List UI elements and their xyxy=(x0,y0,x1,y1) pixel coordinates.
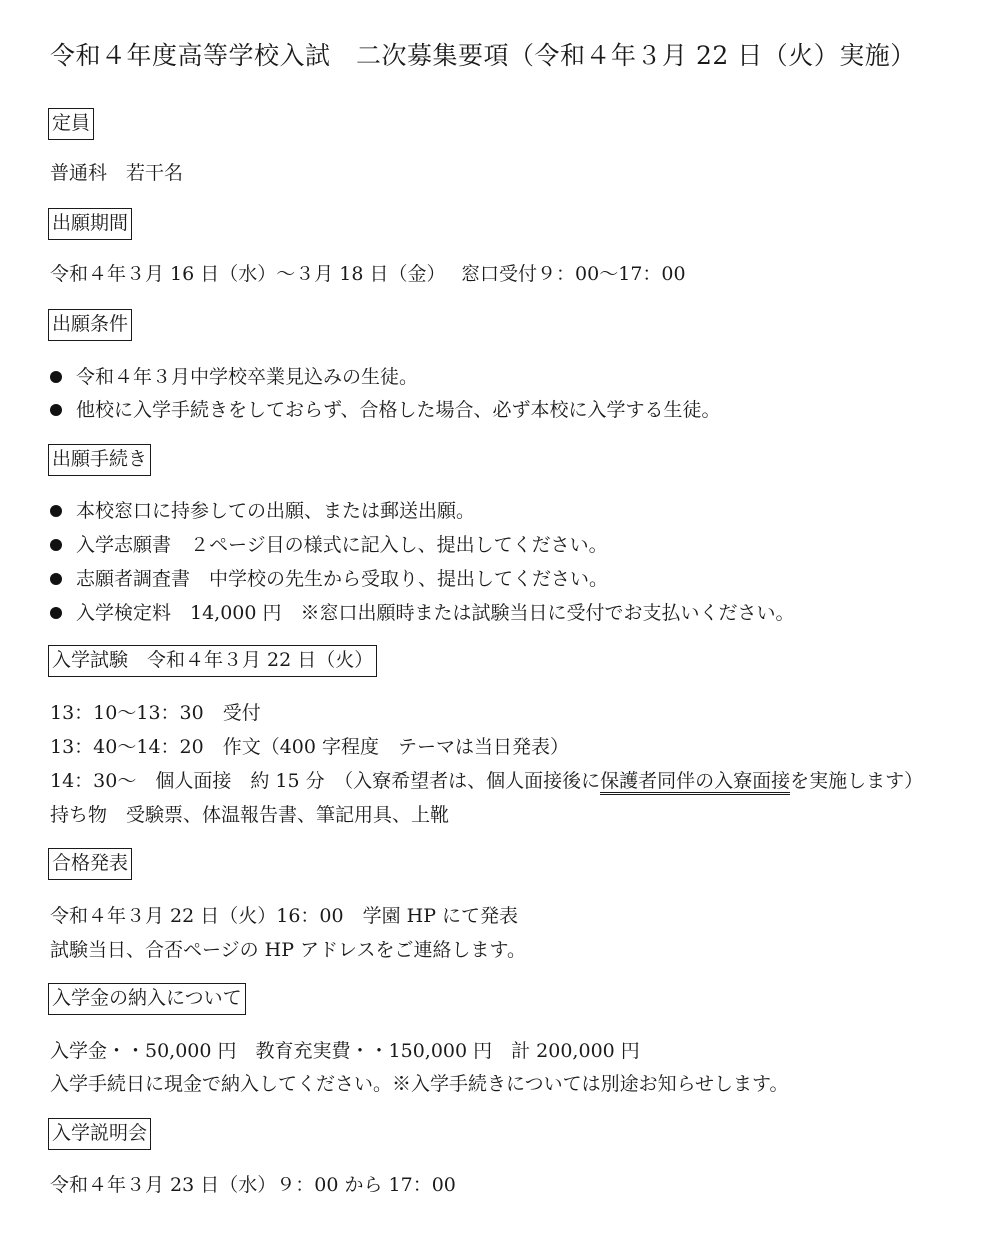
exam-schedule-essay: 13：40～14：20 作文（400 字程度 テーマは当日発表） xyxy=(50,736,570,758)
period-text: 令和４年３月 16 日（水）～３月 18 日（金） 窓口受付９：00～17：00 xyxy=(50,263,686,285)
section-heading-procedure: 出願手続き xyxy=(48,444,151,476)
procedure-item xyxy=(50,566,608,592)
procedure-item xyxy=(50,600,795,626)
procedure-item-text: 志願者調査書 中学校の先生から受取り、提出してください。 xyxy=(76,568,609,590)
capacity-text: 普通科 若干名 xyxy=(50,162,184,184)
fees-line-2: 入学手続日に現金で納入してください。※入学手続きについては別途お知らせします。 xyxy=(50,1073,789,1095)
exam-belongings: 持ち物 受験票、体温報告書、筆記用具、上靴 xyxy=(50,804,450,826)
procedure-item xyxy=(50,498,475,524)
bullet-icon xyxy=(50,404,62,416)
exam-schedule-reception: 13：10～13：30 受付 xyxy=(50,702,261,724)
procedure-item-text: 本校窓口に持参しての出願、または郵送出願。 xyxy=(76,500,476,522)
bullet-icon xyxy=(50,505,62,517)
section-heading-capacity: 定員 xyxy=(48,108,94,140)
bullet-icon xyxy=(50,539,62,551)
bullet-icon xyxy=(50,573,62,585)
conditions-item xyxy=(50,397,720,423)
section-heading-briefing: 入学説明会 xyxy=(48,1118,151,1150)
section-heading-results: 合格発表 xyxy=(48,848,132,880)
briefing-text: 令和４年３月 23 日（水）９：00 から 17：00 xyxy=(50,1174,456,1196)
bullet-icon xyxy=(50,371,62,383)
document-title: 令和４年度高等学校入試 二次募集要項（令和４年３月 22 日（火）実施） xyxy=(50,41,916,70)
conditions-item-text: 他校に入学手続きをしておらず、合格した場合、必ず本校に入学する生徒。 xyxy=(76,399,721,421)
conditions-item-text: 令和４年３月中学校卒業見込みの生徒。 xyxy=(76,366,419,388)
section-heading-fees: 入学金の納入について xyxy=(48,983,246,1015)
underlined-text: 保護者同伴の入寮面接 xyxy=(600,770,790,795)
procedure-item xyxy=(50,532,608,558)
conditions-item xyxy=(50,364,418,390)
exam-schedule-interview xyxy=(50,768,923,794)
section-heading-exam: 入学試験 令和４年３月 22 日（火） xyxy=(48,645,377,677)
procedure-item-text: 入学検定料 14,000 円 ※窓口出願時または試験当日に受付でお支払いください。 xyxy=(76,602,795,624)
section-heading-period: 出願期間 xyxy=(48,208,132,240)
bullet-icon xyxy=(50,607,62,619)
results-line-2: 試験当日、合否ページの HP アドレスをご連絡します。 xyxy=(50,939,526,961)
interview-text-end: を実施します） xyxy=(790,770,924,792)
procedure-item-text: 入学志願書 ２ページ目の様式に記入し、提出してください。 xyxy=(76,534,608,556)
section-heading-conditions: 出願条件 xyxy=(48,309,132,341)
fees-line-1: 入学金・・50,000 円 教育充実費・・150,000 円 計 200,000 円 xyxy=(50,1040,640,1062)
results-line-1: 令和４年３月 22 日（火）16：00 学園 HP にて発表 xyxy=(50,905,519,927)
interview-text: 14：30～ 個人面接 約 15 分 （入寮希望者は、個人面接後に xyxy=(50,770,601,792)
